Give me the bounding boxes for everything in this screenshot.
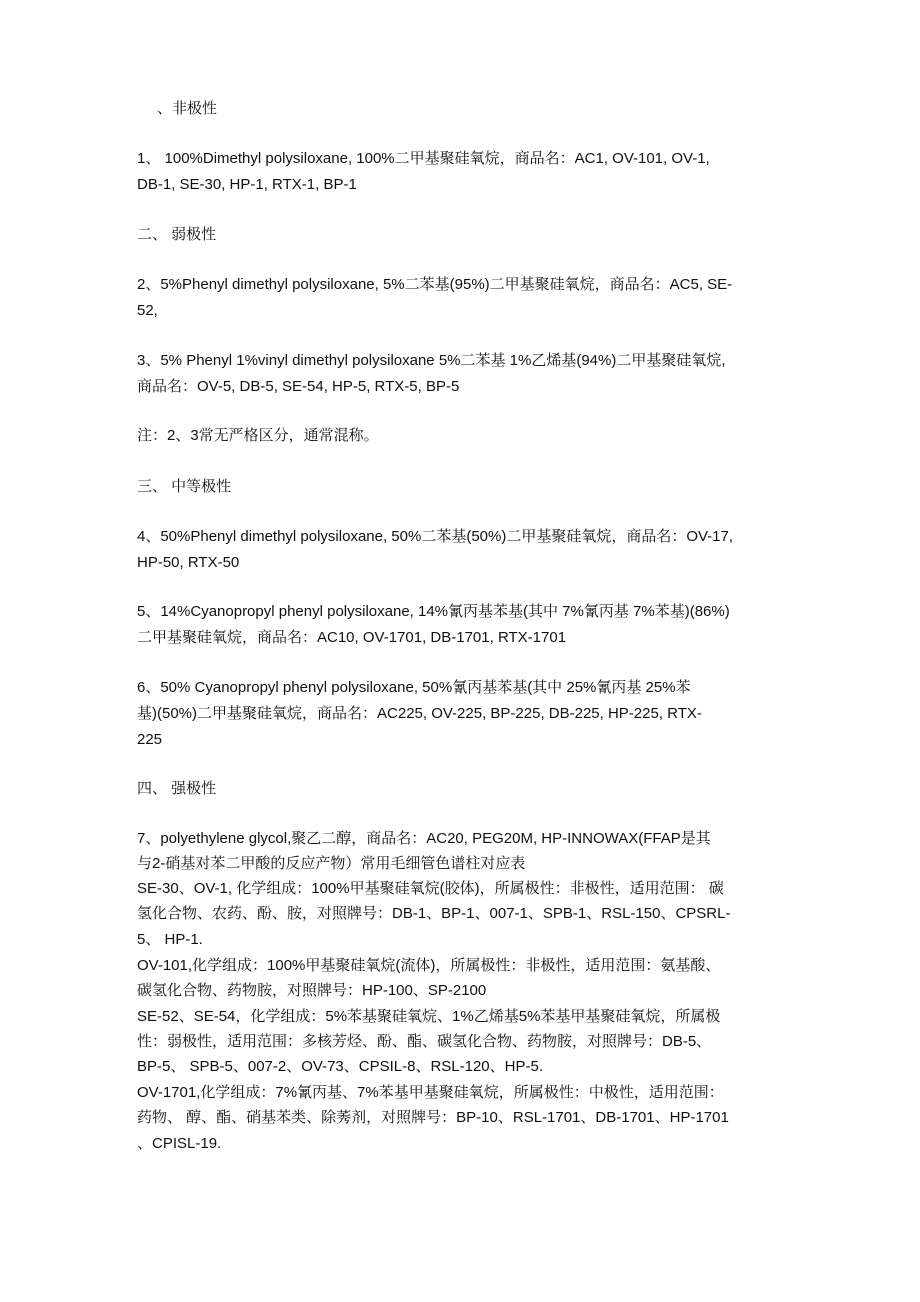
paragraph-line: OV-1701,化学组成：7%氰丙基、7%苯基甲基聚硅氧烷，所属极性：中极性，适用范围： (137, 1084, 724, 1101)
paragraph-line: 7、polyethylene glycol,聚乙二醇，商品名：AC20, PEG20M, HP-INNOWAX(FFAP是其 (137, 830, 711, 847)
heading-medium-polar: 三、 中等极性 (137, 478, 232, 495)
paragraph-line: 药物、 醇、酯、硝基苯类、除莠剂，对照牌号：BP-10、RSL-1701、DB-1701、HP-1701 (137, 1109, 729, 1126)
paragraph-line: 2、5%Phenyl dimethyl polysiloxane, 5%二苯基(95%)二甲基聚硅氧烷，商品名：AC5, SE- (137, 276, 733, 293)
note-line: 注：2、3常无严格区分，通常混称。 (137, 427, 379, 444)
paragraph-line: HP-50, RTX-50 (137, 554, 240, 571)
paragraph-line: 氢化合物、农药、酚、胺，对照牌号：DB-1、BP-1、007-1、SPB-1、RSL-150、CPSRL- (137, 905, 731, 922)
paragraph-line: 3、5% Phenyl 1%vinyl dimethyl polysiloxane 5%二苯基 1%乙烯基(94%)二甲基聚硅氧烷, (137, 352, 726, 369)
paragraph-line: SE-52、SE-54，化学组成：5%苯基聚硅氧烷、1%乙烯基5%苯基甲基聚硅氧烷，所属极 (137, 1008, 721, 1025)
paragraph-line: 4、50%Phenyl dimethyl polysiloxane, 50%二苯基(50%)二甲基聚硅氧烷，商品名：OV-17, (137, 528, 734, 545)
paragraph-line: 1、 100%Dimethyl polysiloxane, 100%二甲基聚硅氧烷，商品名：AC1, OV-101, OV-1, (137, 150, 710, 167)
paragraph-line: 基)(50%)二甲基聚硅氧烷，商品名：AC225, OV-225, BP-225, DB-225, HP-225, RTX- (137, 705, 702, 722)
paragraph-line: 二甲基聚硅氧烷，商品名：AC10, OV-1701, DB-1701, RTX-1701 (137, 629, 567, 646)
heading-nonpolar: 、非极性 (157, 100, 218, 117)
paragraph-line: 性：弱极性，适用范围：多核芳烃、酚、酯、碳氢化合物、药物胺，对照牌号：DB-5、 (137, 1033, 712, 1050)
paragraph-line: 、CPISL-19. (137, 1135, 222, 1152)
heading-strong-polar: 四、 强极性 (137, 780, 217, 797)
paragraph-line: 225 (137, 731, 163, 748)
paragraph-line: DB-1, SE-30, HP-1, RTX-1, BP-1 (137, 176, 357, 193)
paragraph-line: 商品名：OV-5, DB-5, SE-54, HP-5, RTX-5, BP-5 (137, 378, 460, 395)
paragraph-line: 5、14%Cyanopropyl phenyl polysiloxane, 14%氰丙基苯基(其中 7%氰丙基 7%苯基)(86%) (137, 603, 730, 620)
paragraph-line: 与2-硝基对苯二甲酸的反应产物）常用毛细管色谱柱对应表 (137, 855, 526, 872)
heading-weak-polar: 二、 弱极性 (137, 226, 217, 243)
paragraph-line: OV-101,化学组成：100%甲基聚硅氧烷(流体)，所属极性：非极性，适用范围：氨基酸、 (137, 957, 721, 974)
paragraph-line: BP-5、 SPB-5、007-2、OV-73、CPSIL-8、RSL-120、HP-5. (137, 1058, 543, 1075)
paragraph-line: 5、 HP-1. (137, 931, 203, 948)
paragraph-line: 52, (137, 302, 158, 319)
paragraph-line: SE-30、OV-1, 化学组成：100%甲基聚硅氧烷(胶体)，所属极性：非极性，适用范围： 碳 (137, 880, 724, 897)
paragraph-line: 6、50% Cyanopropyl phenyl polysiloxane, 50%氰丙基苯基(其中 25%氰丙基 25%苯 (137, 679, 691, 696)
paragraph-line: 碳氢化合物、药物胺，对照牌号：HP-100、SP-2100 (137, 982, 487, 999)
